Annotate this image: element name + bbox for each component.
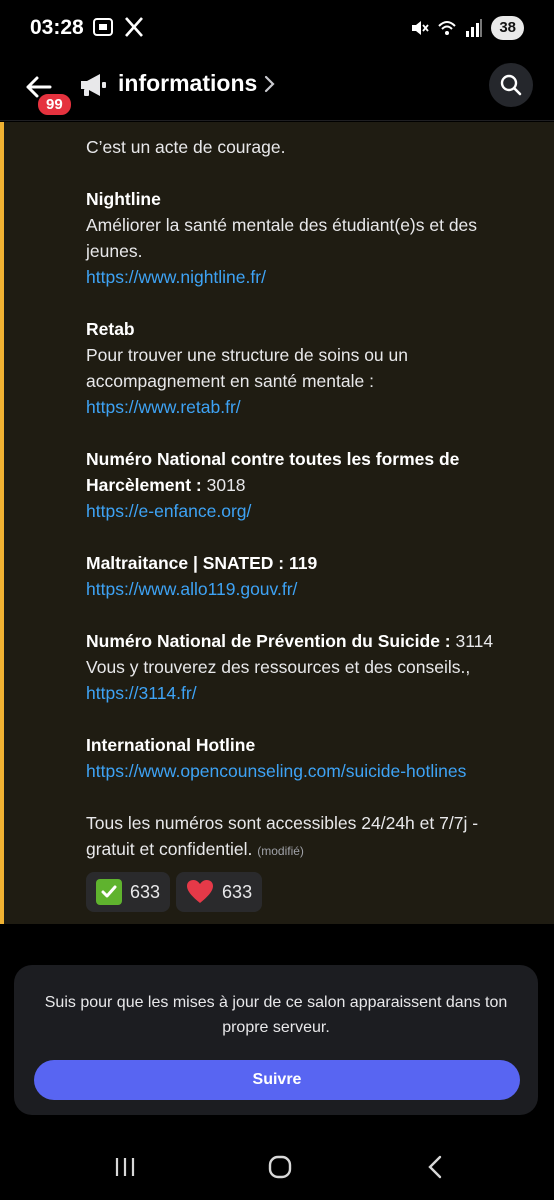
chevron-right-icon[interactable]: [262, 74, 276, 94]
footer-text: Tous les numéros sont accessibles 24/24h et 7/7j - gratuit et confidentiel.: [86, 813, 479, 859]
harcelement-link[interactable]: https://e-enfance.org/: [86, 501, 252, 521]
message-area: [0, 122, 554, 924]
harcelement-section: [86, 446, 506, 524]
nightline-title: Nightline: [86, 189, 161, 209]
check-mark-icon: [96, 879, 122, 905]
retab-title: Retab: [86, 319, 135, 339]
reaction-heart[interactable]: [176, 872, 262, 912]
footer-section: [86, 810, 506, 864]
status-time: 03:28: [30, 16, 84, 39]
maltraitance-link[interactable]: https://www.allo119.gouv.fr/: [86, 579, 298, 599]
follow-button[interactable]: Suivre: [34, 1060, 520, 1100]
status-notification-icons: [92, 16, 144, 38]
international-title: International Hotline: [86, 735, 256, 755]
international-section: [86, 732, 506, 784]
message-content: [86, 134, 506, 912]
suicide-text: Vous y trouverez des ressources et des conseils.,: [86, 657, 471, 677]
reaction-check[interactable]: [86, 872, 170, 912]
nav-back-icon[interactable]: [426, 1155, 444, 1179]
channel-title[interactable]: informations: [118, 70, 258, 96]
screenshot-icon: [92, 16, 114, 38]
search-icon: [499, 73, 523, 97]
suicide-link[interactable]: https://3114.fr/: [86, 683, 197, 703]
recent-apps-icon[interactable]: [114, 1156, 136, 1178]
maltraitance-title: Maltraitance | SNATED : 119: [86, 553, 318, 573]
suicide-number: 3114: [450, 631, 494, 651]
follow-description: Suis pour que les mises à jour de ce salon apparaissent dans ton propre serveur.: [44, 994, 508, 1036]
battery-indicator: 38: [491, 16, 524, 40]
announcement-channel-icon: [78, 70, 108, 100]
retab-link[interactable]: https://www.retab.fr/: [86, 397, 241, 417]
mute-icon: [409, 18, 429, 38]
international-link[interactable]: https://www.opencounseling.com/suicide-hotlines: [86, 761, 467, 781]
wifi-icon: [437, 18, 457, 38]
nightline-section: [86, 186, 506, 290]
highlight-accent-bar: [0, 122, 4, 924]
suicide-section: [86, 628, 506, 706]
red-heart-icon: [186, 879, 214, 905]
x-logo-icon: [124, 16, 144, 38]
edited-label: (modifié): [257, 844, 304, 858]
retab-section: [86, 316, 506, 420]
maltraitance-section: [86, 550, 506, 602]
nightline-link[interactable]: https://www.nightline.fr/: [86, 267, 266, 287]
follow-channel-card: [14, 965, 538, 1115]
retab-text: Pour trouver une structure de soins ou un accompagnement en santé mentale :: [86, 345, 408, 391]
harcelement-number: 3018: [201, 475, 246, 495]
unread-badge: 99: [36, 92, 73, 117]
system-navigation-bar: [0, 1130, 554, 1200]
status-bar: [0, 0, 554, 58]
reaction-count: 633: [130, 882, 161, 902]
channel-header: [0, 58, 554, 121]
suicide-title: Numéro National de Prévention du Suicide :: [86, 631, 451, 651]
reaction-count: 633: [222, 882, 253, 902]
harcelement-title: Numéro National contre toutes les formes de Harcèlement :: [86, 449, 460, 495]
home-icon[interactable]: [268, 1155, 292, 1179]
nightline-text: Améliorer la santé mentale des étudiant(e)s et des jeunes.: [86, 215, 478, 261]
reactions-row: [86, 872, 506, 912]
status-right-icons: [409, 16, 524, 40]
intro-text: C’est un acte de courage.: [86, 137, 286, 157]
search-button[interactable]: [489, 63, 533, 107]
signal-icon: [465, 18, 483, 38]
